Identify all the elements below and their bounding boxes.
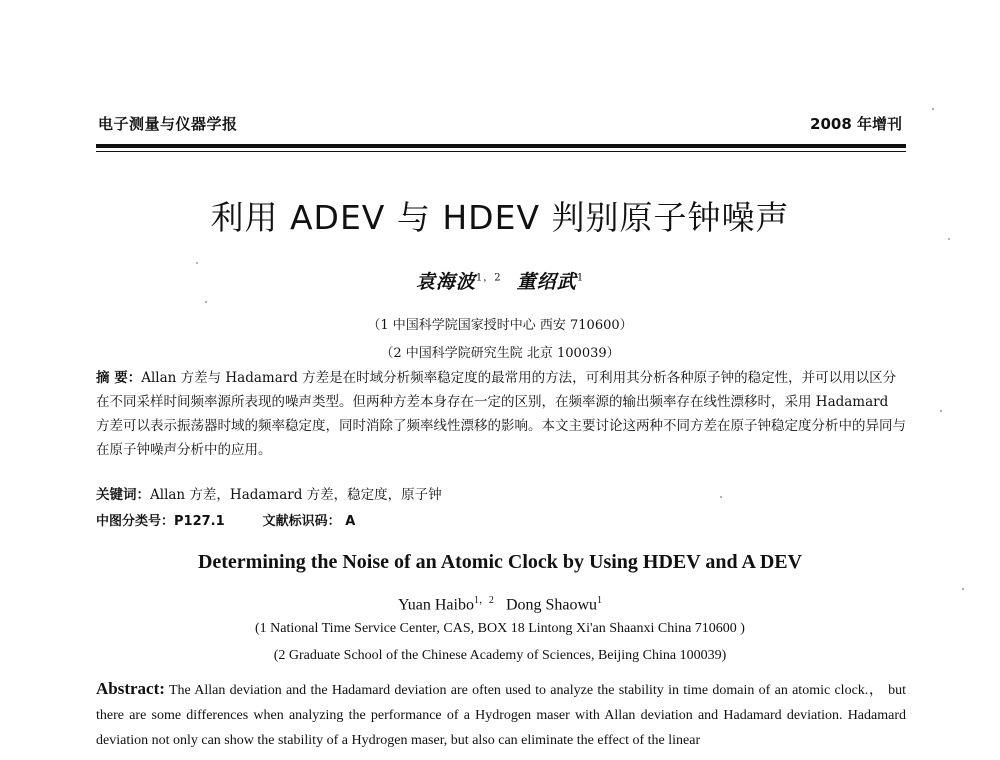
classification-line bbox=[96, 510, 355, 529]
doc-code-label: 文献标识码： bbox=[262, 514, 341, 529]
clc-label: 中图分类号： bbox=[96, 514, 175, 529]
keywords-text: Allan 方差，Hadamard 方差，稳定度，原子钟 bbox=[150, 487, 442, 503]
english-author-2-affil: 1 bbox=[597, 595, 603, 606]
affiliation-2: （2 中国科学院研究生院 北京 100039） bbox=[380, 346, 620, 361]
abstract-cn bbox=[96, 366, 906, 462]
author-2-affil: 1 bbox=[576, 272, 585, 284]
doc-code-value: A bbox=[345, 514, 356, 529]
scan-speck bbox=[948, 238, 950, 240]
clc-value: P127.1 bbox=[174, 514, 225, 529]
scan-speck bbox=[205, 301, 207, 303]
author-1: 袁海波 bbox=[415, 271, 476, 293]
english-affiliation-2: (2 Graduate School of the Chinese Academy of Sciences, Beijing China 100039) bbox=[273, 648, 727, 663]
keywords bbox=[96, 483, 442, 503]
english-author-1-affil: 1，2 bbox=[473, 595, 494, 606]
english-title: Determining the Noise of an Atomic Clock by Using HDEV and A DEV bbox=[197, 551, 803, 573]
paper-title: 利用 ADEV 与 HDEV 判别原子钟噪声 bbox=[210, 198, 790, 237]
author-1-affil: 1，2 bbox=[475, 272, 502, 284]
abstract-cn-text: Allan 方差与 Hadamard 方差是在时域分析频率稳定度的最常用的方法，可利用其分析各种原子钟的稳定性，并可以用以区分在不同采样时间频率源所表现的噪声类型。但两种方差本身存在一定的区别，在频率源的输出频率存在线性漂移时，采用 Hadamard 方差可以表示振荡器时域的频率稳定度，同时消除了频率线性漂移的影响。本文主要讨论这两种不同方差在原子钟稳定度分析中的异同与在原子钟噪声分析中的应用。 bbox=[96, 370, 906, 458]
scan-speck bbox=[932, 108, 934, 110]
scan-speck bbox=[196, 262, 198, 264]
journal-issue: 2008 年增刊 bbox=[810, 115, 902, 133]
affiliation-1: （1 中国科学院国家授时中心 西安 710600） bbox=[367, 318, 633, 333]
scan-speck bbox=[962, 588, 964, 590]
english-abstract-text: The Allan deviation and the Hadamard deviation are often used to analyze the stability in time domain of an atomic clock.， but there are some differences when analyzing the performance of a Hydrogen maser with Allan deviation and Hadamard deviation. Hadamard deviation not only can show the stability of a Hydrogen maser, but also can eliminate the effect of the linear bbox=[96, 683, 906, 748]
header-rule-thick bbox=[96, 144, 906, 148]
header-rule-thin bbox=[96, 151, 906, 152]
english-affiliation-1: (1 National Time Service Center, CAS, BOX 18 Lintong Xi'an Shaanxi China 710600 ) bbox=[255, 621, 745, 636]
keywords-label: 关键词： bbox=[96, 487, 150, 503]
english-abstract bbox=[96, 676, 906, 753]
english-author-line bbox=[0, 591, 1000, 614]
author-2: 董绍武 bbox=[516, 271, 577, 293]
english-abstract-label: Abstract: bbox=[96, 679, 165, 698]
english-author-1: Yuan Haibo bbox=[397, 596, 474, 614]
english-author-2: Dong Shaowu bbox=[505, 596, 598, 614]
scan-speck bbox=[940, 410, 942, 412]
author-line bbox=[0, 267, 1000, 294]
journal-name: 电子测量与仪器学报 bbox=[98, 115, 238, 133]
scan-speck bbox=[720, 496, 722, 498]
abstract-cn-label: 摘 要： bbox=[96, 370, 142, 386]
